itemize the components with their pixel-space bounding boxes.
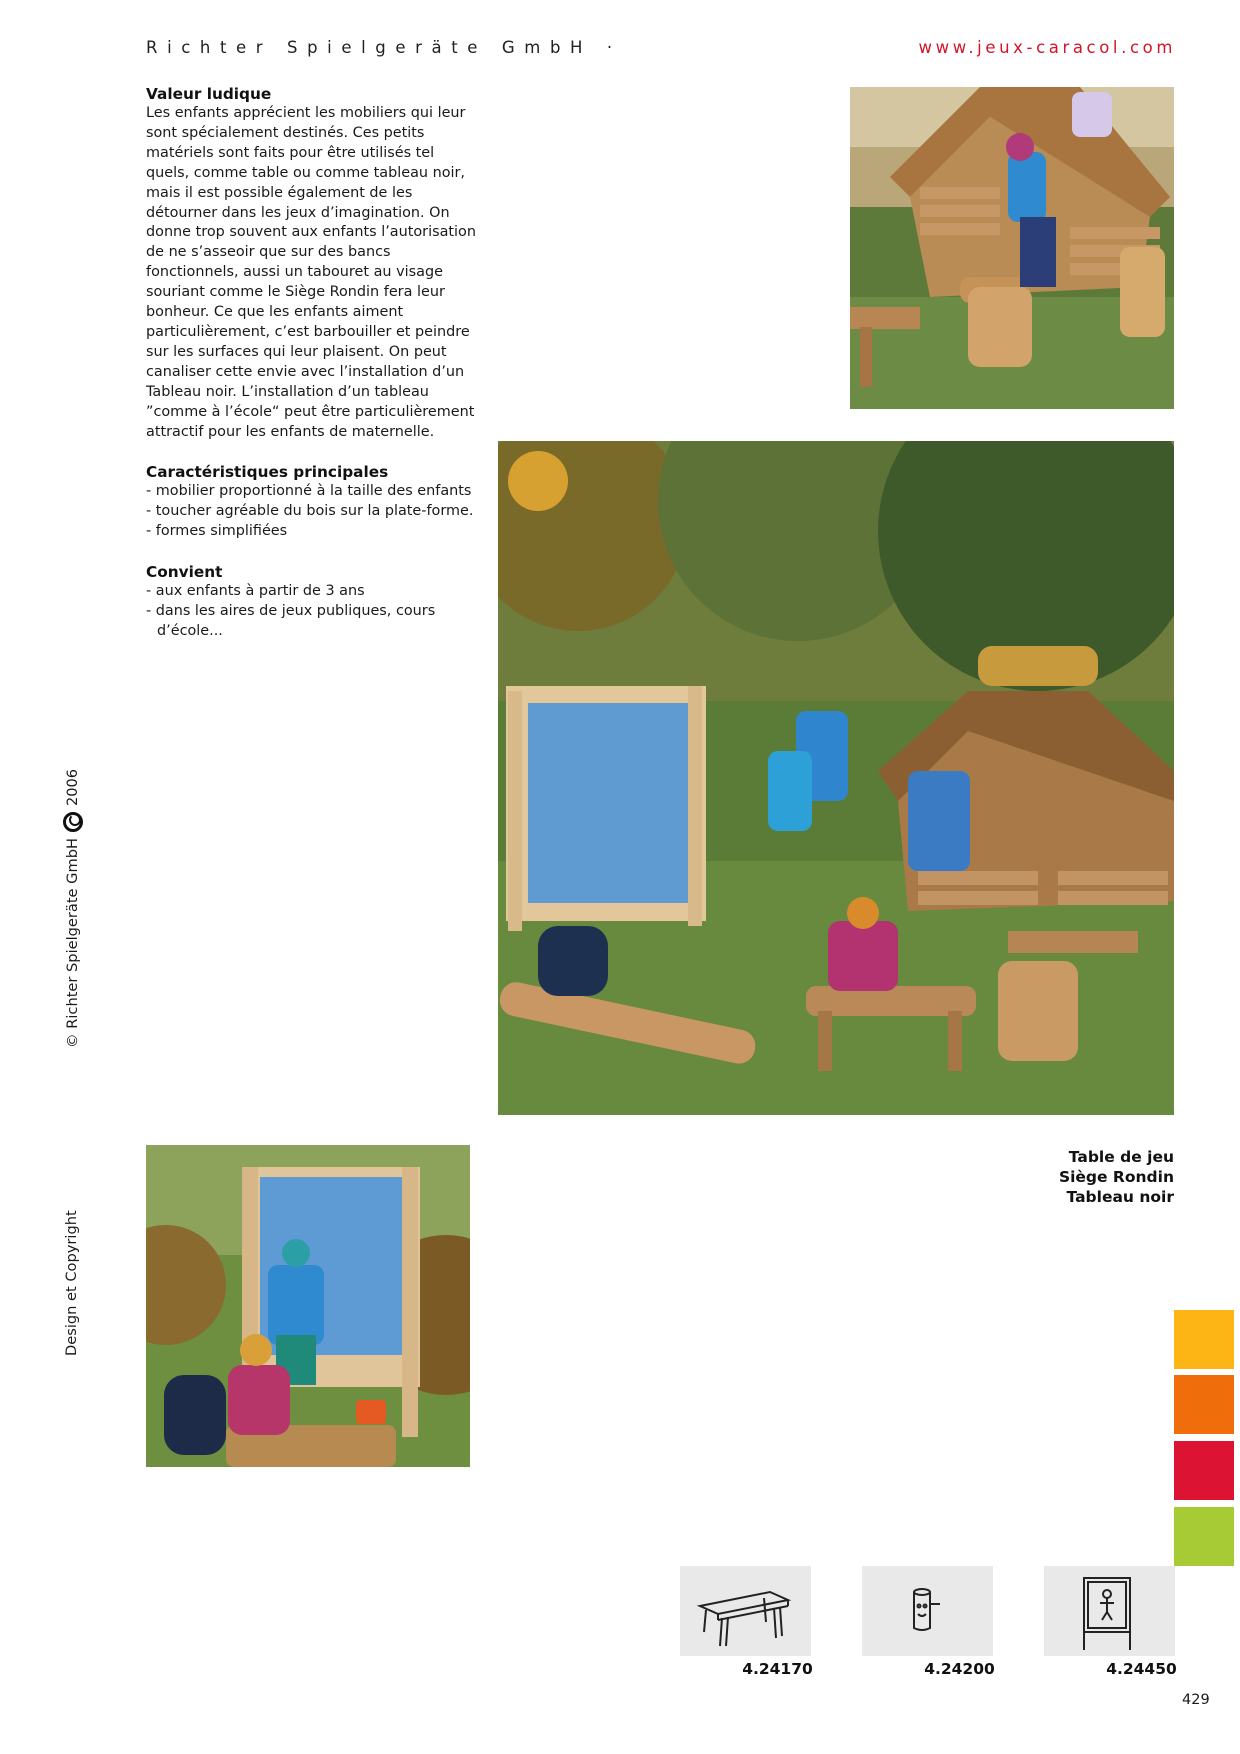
convient-list — [146, 582, 476, 642]
copyright-vertical — [63, 769, 83, 1048]
color-tab-green[interactable] — [1174, 1507, 1234, 1566]
list-item: - mobilier proportionné à la taille des enfants — [146, 483, 472, 500]
list-item: - toucher agréable du bois sur la plate-forme. — [146, 503, 474, 520]
color-tab-red[interactable] — [1174, 1441, 1234, 1500]
section-title-valeur: Valeur ludique — [146, 85, 272, 103]
caracteristiques-list — [146, 482, 476, 542]
photo-playhouse — [850, 87, 1174, 409]
product-code: 4.24170 — [742, 1660, 813, 1678]
section-body-valeur: Les enfants apprécient les mobiliers qui leur sont spécialement destinés. Ces petits matériels sont faits pour être utilisés tel quels, comme table ou comme tableau noir, mais il est possible également de les détourner dans les jeux d’imagination. On donne trop souvent aux enfants l’autorisation de ne s’asseoir que sur des bancs fonctionnels, aussi un tabouret au visage souriant comme le Siège Rondin fera leur bonheur. Ce que les enfants aiment particulièrement, c’est barbouiller et peindre sur les surfaces qui leur plaisent. On peut canaliser cette envie avec l’installation d’un Tableau noir. L’installation d’un tableau ”comme à l’école“ peut être particulièrement attractif pour les enfants de maternelle. — [146, 105, 476, 440]
design-copyright-vertical: Design et Copyright — [63, 1210, 80, 1356]
color-tab-yellow[interactable] — [1174, 1310, 1234, 1369]
text-column — [146, 84, 476, 662]
table-icon — [680, 1566, 811, 1656]
blackboard-icon — [1044, 1566, 1175, 1656]
product-code: 4.24200 — [924, 1660, 995, 1678]
photo-playground-scene — [498, 441, 1174, 1115]
product-names — [1059, 1147, 1174, 1207]
header-url[interactable]: www.jeux-caracol.com — [918, 38, 1176, 57]
snail-logo-icon — [63, 812, 83, 832]
log-seat-icon — [862, 1566, 993, 1656]
photo-blackboard — [146, 1145, 470, 1467]
product-name: Tableau noir — [1066, 1188, 1174, 1206]
product-name: Table de jeu — [1068, 1148, 1174, 1166]
product-name: Siège Rondin — [1058, 1168, 1174, 1186]
section-valeur-ludique — [146, 84, 476, 442]
section-convient — [146, 562, 476, 642]
copyright-year: 2006 — [64, 768, 81, 807]
list-item: - formes simplifiées — [146, 523, 288, 540]
list-item: - dans les aires de jeux publiques, cours d’école... — [146, 603, 436, 639]
page-number: 429 — [1182, 1692, 1210, 1708]
copyright-text: © Richter Spielgeräte GmbH — [64, 838, 81, 1048]
list-item: - aux enfants à partir de 3 ans — [146, 583, 365, 600]
color-tab-orange[interactable] — [1174, 1375, 1234, 1434]
product-code: 4.24450 — [1106, 1660, 1177, 1678]
header-company: Richter Spielgeräte GmbH · — [146, 38, 622, 57]
section-caracteristiques — [146, 462, 476, 542]
section-title-convient: Convient — [146, 563, 223, 582]
section-title-caracteristiques: Caractéristiques principales — [146, 463, 389, 482]
